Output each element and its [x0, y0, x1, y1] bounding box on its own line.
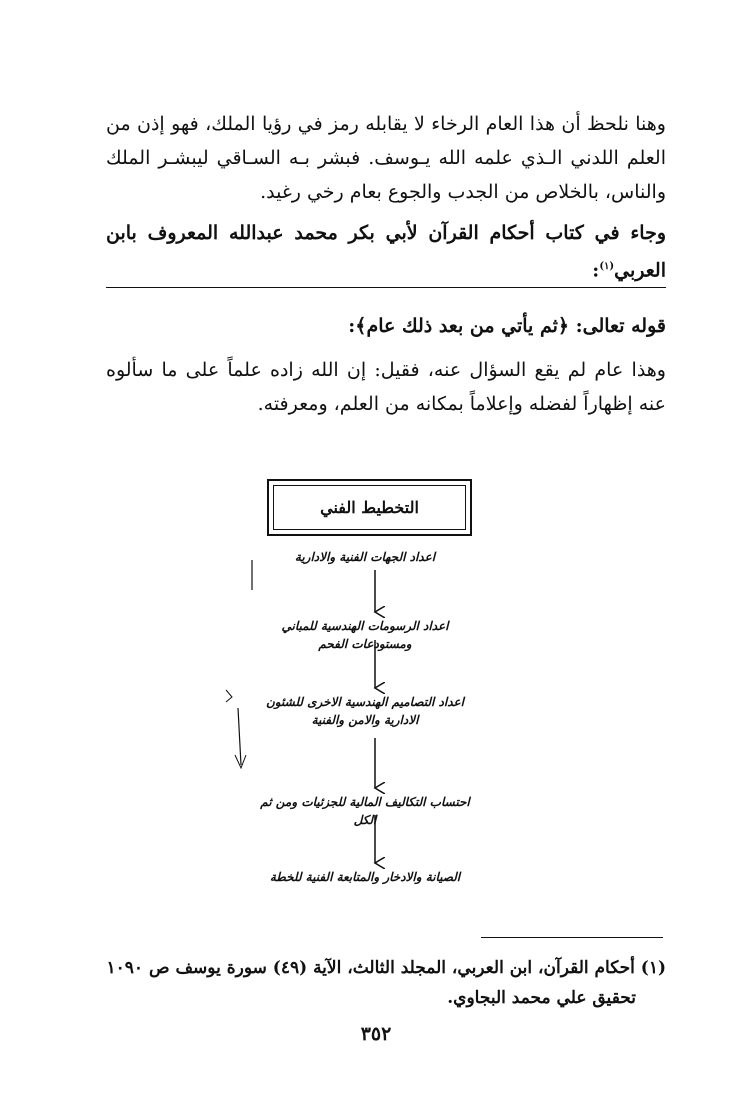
stray-mark-4 — [235, 755, 246, 768]
footnote-marker: (١) — [599, 261, 615, 272]
diagram-title-inner-border — [273, 485, 466, 530]
paragraph-1: وهنا نلحظ أن هذا العام الرخاء لا يقابله رمز في رؤيا الملك، فهو إذن من العلم اللدني الـذي علمه الله يـوسف. فبشر بـه السـاقي ليبشـر الملك والناس، بالخلاص من الجدب والجوع بعام رخي رغيد. — [106, 113, 666, 203]
footnote-line-1: (١) أحكام القرآن، ابن العربي، المجلد الثالث، الآية (٤٩) سورة يوسف ص ١٠٩٠ — [106, 958, 666, 978]
footnote — [100, 953, 666, 1013]
stray-mark-2 — [226, 690, 232, 702]
diagram-step-4: احتساب التكاليف المالية للجزئيات ومن ثم الكل — [260, 795, 470, 827]
section-heading — [106, 216, 666, 288]
stray-mark-3 — [238, 708, 241, 765]
paragraph-4: وهذا عام لم يقع السؤال عنه، فقيل: إن الله زاده علماً على ما سألوه عنه إظهاراً لفضله وإعلاماً بمكانه من العلم، ومعرفته. — [106, 359, 666, 415]
verse-line: قوله تعالى: ﴿ثم يأتي من بعد ذلك عام﴾: — [348, 315, 666, 337]
diagram-step-2: اعداد الرسومات الهندسية للمباني ومستودعات الفحم — [281, 619, 449, 651]
diagram-title-box — [267, 479, 472, 536]
diagram-step-5: الصيانة والادخار والمتابعة الفنية للخطة — [269, 870, 461, 884]
page-number: ٣٥٢ — [360, 1023, 392, 1045]
diagram-step-1: اعداد الجهات الفنية والادارية — [294, 550, 436, 564]
footnote-line-2: تحقيق علي محمد البجاوي. — [447, 988, 636, 1008]
footnote-rule — [481, 937, 663, 938]
diagram-title: التخطيط الفني — [320, 498, 419, 517]
section-heading-text: وجاء في كتاب أحكام القرآن لأبي بكر محمد عبدالله المعروف بابن العربي — [106, 222, 666, 282]
section-heading-colon: : — [592, 259, 600, 282]
diagram-step-3: اعداد التصاميم الهندسية الاخرى للشئون الادارية والامن والفنية — [265, 695, 465, 727]
